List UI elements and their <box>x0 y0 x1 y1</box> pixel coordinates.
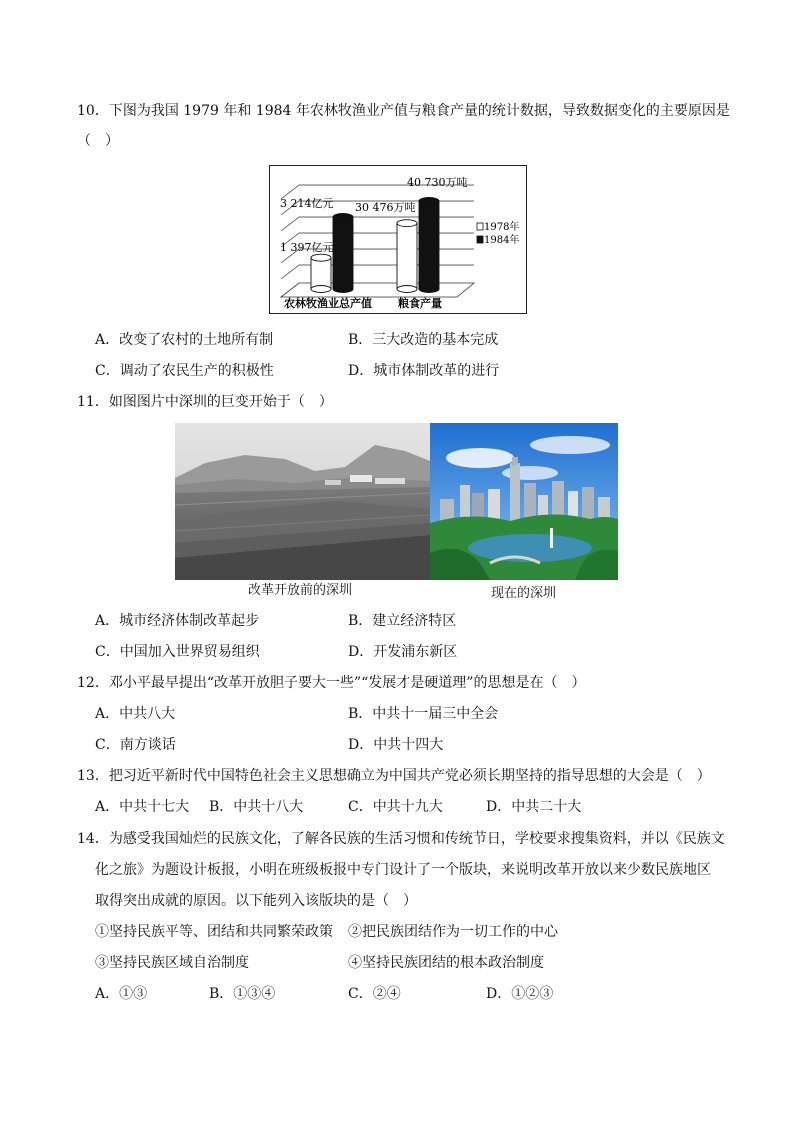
q10-option-b[interactable]: B．三大改造的基本完成 <box>348 332 499 348</box>
category-label-grain: 粮食产量 <box>398 297 442 310</box>
q14-stem-line3: 取得突出成就的原因。以下能列入该版块的是（ ） <box>95 893 417 909</box>
q13-option-c[interactable]: C．中共十九大 <box>348 799 443 815</box>
category-label-output: 农林牧渔业总产值 <box>284 297 372 310</box>
q12-option-c[interactable]: C．南方谈话 <box>95 737 176 753</box>
legend-label-1984: 1984年 <box>484 235 520 246</box>
q10-bar-chart <box>269 165 527 314</box>
q10-option-a[interactable]: A．改变了农村的土地所有制 <box>95 332 274 348</box>
q14-option-c[interactable]: C．②④ <box>348 986 401 1002</box>
q10-option-c[interactable]: C．调动了农民生产的积极性 <box>95 363 274 379</box>
q14-item-3: ③坚持民族区域自治制度 <box>95 955 249 971</box>
q10-chart-svg <box>269 165 527 314</box>
q10-answer-paren: （ ） <box>77 133 119 149</box>
q13-option-d[interactable]: D．中共二十大 <box>486 799 582 815</box>
q13-option-a[interactable]: A．中共十七大 <box>95 799 190 815</box>
bar-1984年-1 <box>419 198 439 293</box>
q14-stem-line2: 化之旅》为题设计板报，小明在班级板报中专门设计了一个版块，来说明改革开放以来少数民族地区 <box>95 862 711 878</box>
bar-1984年-0 <box>333 214 353 293</box>
q13-option-b[interactable]: B．中共十八大 <box>209 799 304 815</box>
q11-option-a[interactable]: A．城市经济体制改革起步 <box>95 613 260 629</box>
shenzhen-now-image <box>430 423 618 580</box>
q13-stem: 13．把习近平新时代中国特色社会主义思想确立为中国共产党必须长期坚持的指导思想的大会是（ ） <box>77 768 711 784</box>
q12-option-b[interactable]: B．中共十一届三中全会 <box>348 706 499 722</box>
data-label-30476: 30 476万吨 <box>355 201 416 214</box>
q11-option-b[interactable]: B．建立经济特区 <box>348 613 457 629</box>
legend-label-1978: 1978年 <box>484 222 520 233</box>
q10-stem: 10．下图为我国 1979 年和 1984 年农林牧渔业产值与粮食产量的统计数据，导致数据变化的主要原因是 <box>77 103 730 119</box>
bar-1978年-1 <box>397 220 417 293</box>
q11-stem: 11．如图图片中深圳的巨变开始于（ ） <box>77 394 333 410</box>
data-label-1397: 1 397亿元 <box>280 241 334 254</box>
data-label-3214: 3 214亿元 <box>280 197 334 210</box>
q11-option-c[interactable]: C．中国加入世界贸易组织 <box>95 644 260 660</box>
q10-option-d[interactable]: D．城市体制改革的进行 <box>348 363 500 379</box>
q12-stem: 12．邓小平最早提出“改革开放胆子要大一些”“发展才是硬道理”的思想是在（ ） <box>77 675 586 691</box>
bar-1978年-0 <box>311 254 331 292</box>
q14-stem-line1: 14．为感受我国灿烂的民族文化，了解各民族的生活习惯和传统节日，学校要求搜集资料，并以《民族文 <box>77 831 725 847</box>
caption-before: 改革开放前的深圳 <box>248 583 353 598</box>
q14-option-a[interactable]: A．①③ <box>95 986 148 1002</box>
caption-now: 现在的深圳 <box>491 586 557 601</box>
q14-item-1: ①坚持民族平等、团结和共同繁荣政策 <box>95 924 333 940</box>
q14-item-2: ②把民族团结作为一切工作的中心 <box>348 924 558 940</box>
q12-option-a[interactable]: A．中共八大 <box>95 706 176 722</box>
legend-swatch-1984 <box>477 236 483 243</box>
q12-option-d[interactable]: D．中共十四大 <box>348 737 444 753</box>
q14-option-d[interactable]: D．①②③ <box>486 986 554 1002</box>
shenzhen-now-photo <box>430 423 618 580</box>
shenzhen-before-photo <box>175 423 430 580</box>
q14-item-4: ④坚持民族团结的根本政治制度 <box>348 955 544 971</box>
data-label-40730: 40 730万吨 <box>407 176 468 189</box>
q11-option-d[interactable]: D．开发浦东新区 <box>348 644 458 660</box>
q14-option-b[interactable]: B．①③④ <box>209 986 276 1002</box>
shenzhen-before-image <box>175 423 430 580</box>
legend-swatch-1978 <box>477 223 483 230</box>
